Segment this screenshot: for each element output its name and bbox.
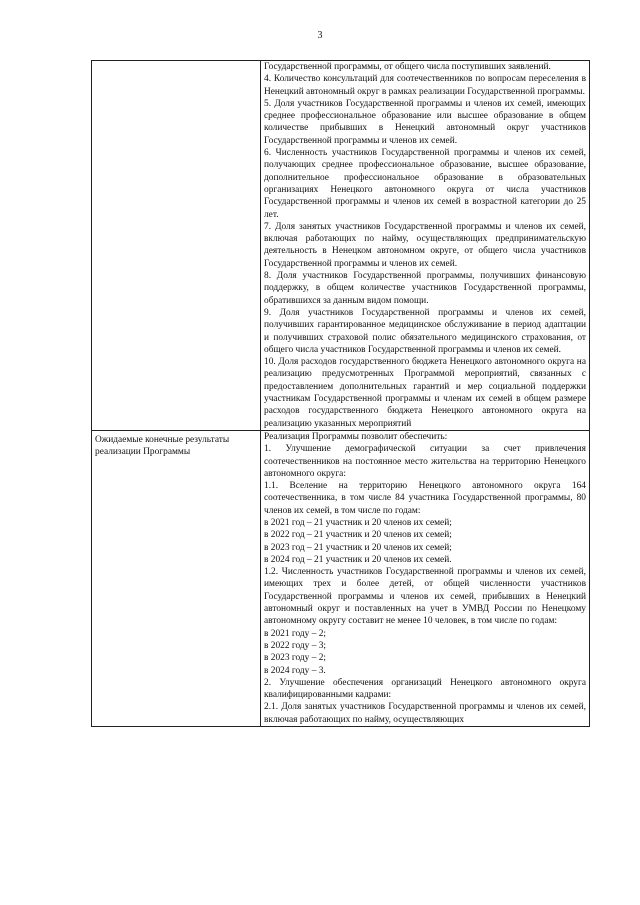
paragraph: в 2022 год – 21 участник и 20 членов их семей;	[264, 530, 452, 541]
paragraph: 7. Доля занятых участников Государственной программы и членов их семей, включая работающих по найму, осуществляющих предпринимательскую деятельность в Ненецком автономном округе, от общего числа участников Государственной программы и членов их семей.	[264, 221, 586, 269]
paragraph: в 2024 году – 3.	[264, 665, 326, 676]
paragraph: Государственной программы, от общего числа поступивших заявлений.	[264, 62, 551, 72]
paragraph: 1.2. Численность участников Государственной программы и членов их семей, имеющих трех и более детей, от общей численности участников Государственной программы и членов их семей, прибывших в Ненецкий автономный округ и поставленных на учет в УМВД России по Ненецкому автономному округу составит не менее 10 человек, в том числе по годам:	[264, 567, 586, 627]
paragraph: 2.1. Доля занятых участников Государственной программы и членов их семей, включая работающих по найму, осуществляющих	[264, 702, 586, 725]
row-content	[261, 61, 590, 431]
paragraph: 4. Количество консультаций для соотечественников по вопросам переселения в Ненецкий автономный округ в рамках реализации Государственной программы.	[264, 74, 586, 97]
row-content	[261, 430, 590, 726]
paragraph: в 2022 году – 3;	[264, 640, 327, 651]
table-row	[92, 61, 590, 431]
paragraph: в 2024 год – 21 участник и 20 членов их семей.	[264, 554, 452, 565]
paragraph: 5. Доля участников Государственной программы и членов их семей, имеющих среднее профессиональное образование или высшее образование в общем количестве прибывших в Ненецкий автономный округ участников Государственной программы и членов их семей.	[264, 98, 586, 146]
paragraph: Реализация Программы позволит обеспечить:	[264, 431, 448, 442]
paragraph: в 2023 год – 21 участник и 20 членов их семей;	[264, 542, 452, 553]
row-label	[92, 61, 261, 431]
paragraph: 1. Улучшение демографической ситуации за счет привлечения соотечественников на постоянное место жительства на территорию Ненецкого автономного округа:	[264, 444, 586, 479]
paragraph: 6. Численность участников Государственной программы и членов их семей, получающих среднее профессиональное образование, высшее образование, дополнительное профессиональное образование в образовательных организациях Ненецкого автономного округа от числа участников Государственной программы и членов их семей в возрастной категории до 25 лет.	[264, 148, 586, 220]
paragraph: 10. Доля расходов государственного бюджета Ненецкого автономного округа на реализацию предусмотренных Программой мероприятий, связанных с предоставлением дополнительных гарантий и мер социальной поддержки участникам Государственной программы и членам их семей в общем размере расходов государственного бюджета Ненецкого автономного округа на реализацию указанных мероприятий	[264, 357, 586, 429]
paragraph: в 2023 году – 2;	[264, 653, 327, 664]
row-label: Ожидаемые конечные результаты реализации Программы	[92, 430, 261, 726]
paragraph: 9. Доля участников Государственной программы и членов их семей, получивших гарантированное медицинское обслуживание в период адаптации и получивших страховой полис обязательного медицинского страхования, от общего числа участников Государственной программы и членов их семей.	[264, 307, 586, 355]
paragraph: в 2021 год – 21 участник и 20 членов их семей;	[264, 517, 452, 528]
page-number: 3	[317, 30, 323, 41]
paragraph: 1.1. Вселение на территорию Ненецкого автономного округа 164 соотечественника, в том числе 84 участника Государственной программы, 80 членов их семей, в том числе по годам:	[264, 481, 586, 516]
table-row	[92, 430, 590, 726]
paragraph: в 2021 году – 2;	[264, 628, 327, 639]
paragraph: 8. Доля участников Государственной программы, получивших финансовую поддержку, в общем количестве участников Государственной программы, обратившихся за данным видом помощи.	[264, 271, 586, 306]
program-passport-table	[91, 60, 590, 727]
paragraph: 2. Улучшение обеспечения организаций Ненецкого автономного округа квалифицированными кадрами:	[264, 677, 586, 701]
